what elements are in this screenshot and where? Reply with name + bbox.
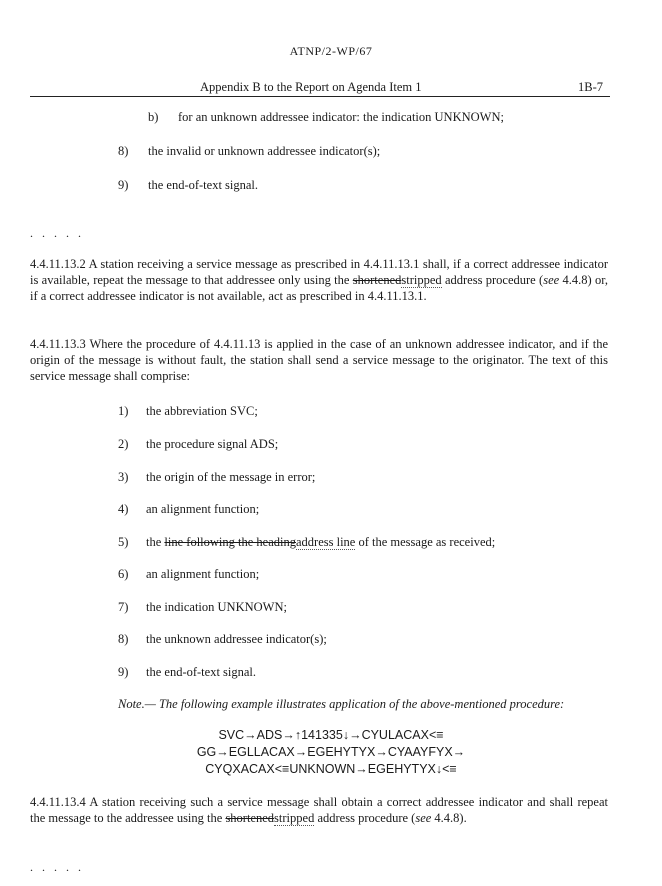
list-item-text: the indication UNKNOWN; (146, 600, 287, 614)
list-item-number: 3) (118, 470, 129, 484)
page-number: 1B-7 (578, 80, 603, 94)
list-item-text: an alignment function; (146, 567, 260, 581)
list-item-text: the invalid or unknown addressee indicator(s); (148, 144, 381, 158)
list-item-number: 9) (118, 178, 129, 192)
list-item-number: 5) (118, 535, 129, 549)
see-reference: see (415, 811, 432, 825)
paragraph-text: 4.4.11.13.4 A station receiving such a service message shall obtain a correct addressee indicator and shall repeat the message to the addressee using the (30, 795, 608, 825)
list-item-text (146, 535, 495, 550)
see-reference: see (543, 273, 560, 287)
list-item-text: the origin of the message in error; (146, 470, 316, 484)
list-item-text: for an unknown addressee indicator: the indication UNKNOWN; (178, 110, 504, 124)
list-item-text: the procedure signal ADS; (146, 437, 279, 451)
list-item-number: 2) (118, 437, 129, 451)
list-item-number: 7) (118, 600, 129, 614)
example-line: GG→EGLLACAX→EGEHYTYX→CYAAYFYX→ (196, 745, 466, 759)
deleted-text: line following the heading (164, 535, 296, 549)
deleted-text: shortened (352, 273, 402, 287)
example-line: CYQXACAX<≡UNKNOWN→EGEHYTYX↓<≡ (205, 762, 457, 776)
list-item-text: the unknown addressee indicator(s); (146, 632, 327, 646)
paragraph-text: 4.4.8). (431, 811, 467, 825)
list-item-number: 6) (118, 567, 129, 581)
list-item-number: 9) (118, 665, 129, 679)
list-item-number: 8) (118, 144, 129, 158)
header-rule (30, 96, 610, 97)
list-item-text: the end-of-text signal. (148, 178, 259, 192)
list-item-number: 1) (118, 404, 129, 418)
list-item-text: an alignment function; (146, 502, 260, 516)
list-item-suffix: of the message as received; (355, 535, 496, 549)
list-item-prefix: the (146, 535, 165, 549)
list-item-number: b) (148, 110, 159, 124)
deleted-text: shortened (225, 811, 275, 825)
paragraph-4-4-11-13-3: 4.4.11.13.3 Where the procedure of 4.4.11.13 is applied in the case of an unknown addressee indicator, and if the origin of the message is without fault, the station shall send a service message to the originator. The text of this service message shall comprise: (30, 337, 608, 383)
ellipsis-separator: . . . . . (30, 860, 84, 874)
paragraph-text: 4.4.8) or, if a correct addressee indicator is not available, act as prescribed in 4.4.11.13.1. (30, 273, 609, 303)
paragraph-text: address procedure ( (441, 273, 544, 287)
inserted-text: address line (295, 535, 356, 549)
inserted-text: stripped (274, 811, 315, 825)
example-line: SVC→ADS→↑141335↓→CYULACAX<≡ (218, 728, 444, 742)
paragraph-text: address procedure ( (314, 811, 416, 825)
paragraph-text: 4.4.11.13.2 A station receiving a service message as prescribed in 4.4.11.13.1 shall, if a correct addressee indicator is available, repeat the message to that addressee only using the (30, 257, 608, 287)
document-reference: ATNP/2-WP/67 (289, 44, 373, 58)
list-item-number: 4) (118, 502, 129, 516)
appendix-title: Appendix B to the Report on Agenda Item 1 (200, 80, 422, 94)
inserted-text: stripped (401, 273, 442, 287)
list-item-text: the end-of-text signal. (146, 665, 257, 679)
paragraph-4-4-11-13-4 (30, 794, 608, 826)
list-item-text: the abbreviation SVC; (146, 404, 258, 418)
note-text: Note.— The following example illustrates application of the above-mentioned procedure: (118, 697, 565, 711)
paragraph-4-4-11-13-2 (30, 256, 608, 304)
ellipsis-separator: . . . . . (30, 226, 84, 240)
list-item-number: 8) (118, 632, 129, 646)
